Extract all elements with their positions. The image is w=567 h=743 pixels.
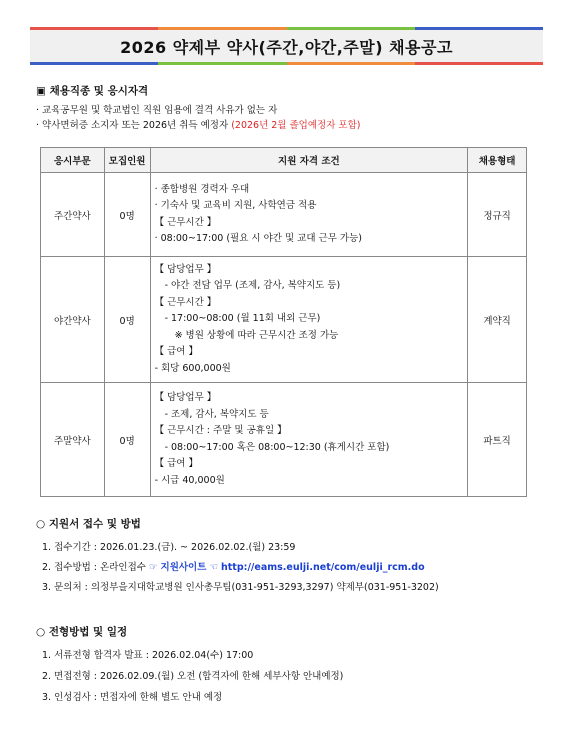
- application-heading: ○ 지원서 접수 및 방법: [36, 518, 141, 530]
- selection-item: 2. 면접전형 : 2026.02.09.(월) 오전 (합격자에 한해 세부사항 안내예정): [42, 671, 344, 682]
- recruitment-table: [40, 147, 527, 497]
- page-title: 2026 약제부 약사(주간,야간,주말) 채용공고: [120, 37, 453, 57]
- detail-line: 【 근무시간 : 주말 및 공휴일 】: [154, 425, 287, 436]
- selection-section: [36, 624, 343, 708]
- table-row-weekend: [41, 383, 527, 497]
- details-cell: [150, 173, 468, 257]
- graduation-note: (2026년 2월 졸업예정자 포함): [231, 120, 361, 131]
- qualification-line-2: [36, 118, 360, 133]
- application-section: [36, 516, 439, 598]
- detail-line: 【 근무시간 】: [154, 216, 217, 228]
- dept-cell: 주말약사: [41, 383, 105, 497]
- pointing-left-icon: ☜: [209, 562, 218, 573]
- details-cell: [150, 257, 468, 383]
- contact-info: 3. 문의처 : 의정부을지대학교병원 인사총무팀(031-951-3293,3297) 약제부(031-951-3202): [42, 582, 439, 593]
- application-method-label: 2. 접수방법 : 온라인접수: [42, 562, 146, 573]
- detail-line: - 시급 40,000원: [154, 474, 225, 486]
- dept-cell: 주간약사: [41, 173, 105, 257]
- title-banner: [30, 27, 543, 65]
- detail-line: 【 근무시간 】: [154, 296, 217, 308]
- table-row-night: [41, 257, 527, 383]
- apply-site-link[interactable]: 지원사이트: [160, 562, 207, 573]
- dept-cell: 야간약사: [41, 257, 105, 383]
- detail-line: 【 담당업무 】: [154, 263, 217, 275]
- detail-line: 【 급여 】: [154, 458, 198, 469]
- details-cell: [150, 383, 468, 497]
- selection-heading: ○ 전형방법 및 일정: [36, 626, 128, 638]
- type-cell: 파트직: [468, 383, 527, 497]
- header-type: 채용형태: [468, 148, 527, 173]
- table-header-row: [41, 148, 527, 173]
- count-cell: 0명: [104, 173, 150, 257]
- detail-line: · 종합병원 경력자 우대: [154, 183, 250, 195]
- detail-line: - 17:00~08:00 (월 11회 내외 근무): [164, 313, 321, 325]
- type-cell: 계약직: [468, 257, 527, 383]
- count-cell: 0명: [104, 383, 150, 497]
- detail-line: ※ 병원 상황에 따라 근무시간 조정 가능: [174, 329, 339, 341]
- detail-line: - 08:00~17:00 혹은 08:00~12:30 (휴게시간 포함): [164, 441, 390, 453]
- header-count: 모집인원: [104, 148, 150, 173]
- application-period: 1. 접수기간 : 2026.01.23.(금). ~ 2026.02.02.(월) 23:59: [42, 542, 296, 553]
- qualification-section: [36, 83, 360, 133]
- detail-line: · 기숙사 및 교육비 지원, 사학연금 적용: [154, 200, 317, 211]
- pointing-right-icon: ☞: [148, 562, 158, 573]
- qualification-heading: ▣ 채용직종 및 응시자격: [36, 85, 149, 97]
- detail-line: - 조제, 감사, 복약지도 등: [164, 408, 269, 420]
- header-dept: 응시부문: [41, 148, 105, 173]
- qualification-line-1: · 교육공무원 및 학교법인 직원 임용에 결격 사유가 없는 자: [36, 105, 278, 116]
- header-conditions: 지원 자격 조건: [150, 148, 468, 173]
- detail-line: · 08:00~17:00 (필요 시 야간 및 교대 근무 가능): [154, 233, 362, 244]
- detail-line: - 회당 600,000원: [154, 362, 231, 374]
- count-cell: 0명: [104, 257, 150, 383]
- apply-site-url[interactable]: http://eams.eulji.net/com/eulji_rcm.do: [221, 562, 425, 573]
- detail-line: - 야간 전담 업무 (조제, 감사, 복약지도 등): [164, 280, 341, 292]
- selection-item: 3. 인성검사 : 면접자에 한해 별도 안내 예정: [42, 692, 223, 703]
- detail-line: 【 담당업무 】: [154, 392, 217, 403]
- title-bottom-bar: [30, 62, 543, 65]
- title-box: [30, 30, 543, 62]
- selection-item: 1. 서류전형 합격자 발표 : 2026.02.04(수) 17:00: [42, 650, 254, 661]
- type-cell: 정규직: [468, 173, 527, 257]
- qualification-line-2-text: · 약사면허증 소지자 또는 2026년 취득 예정자: [36, 120, 229, 131]
- application-method: [36, 558, 439, 578]
- detail-line: 【 급여 】: [154, 346, 198, 358]
- table-row-day: [41, 173, 527, 257]
